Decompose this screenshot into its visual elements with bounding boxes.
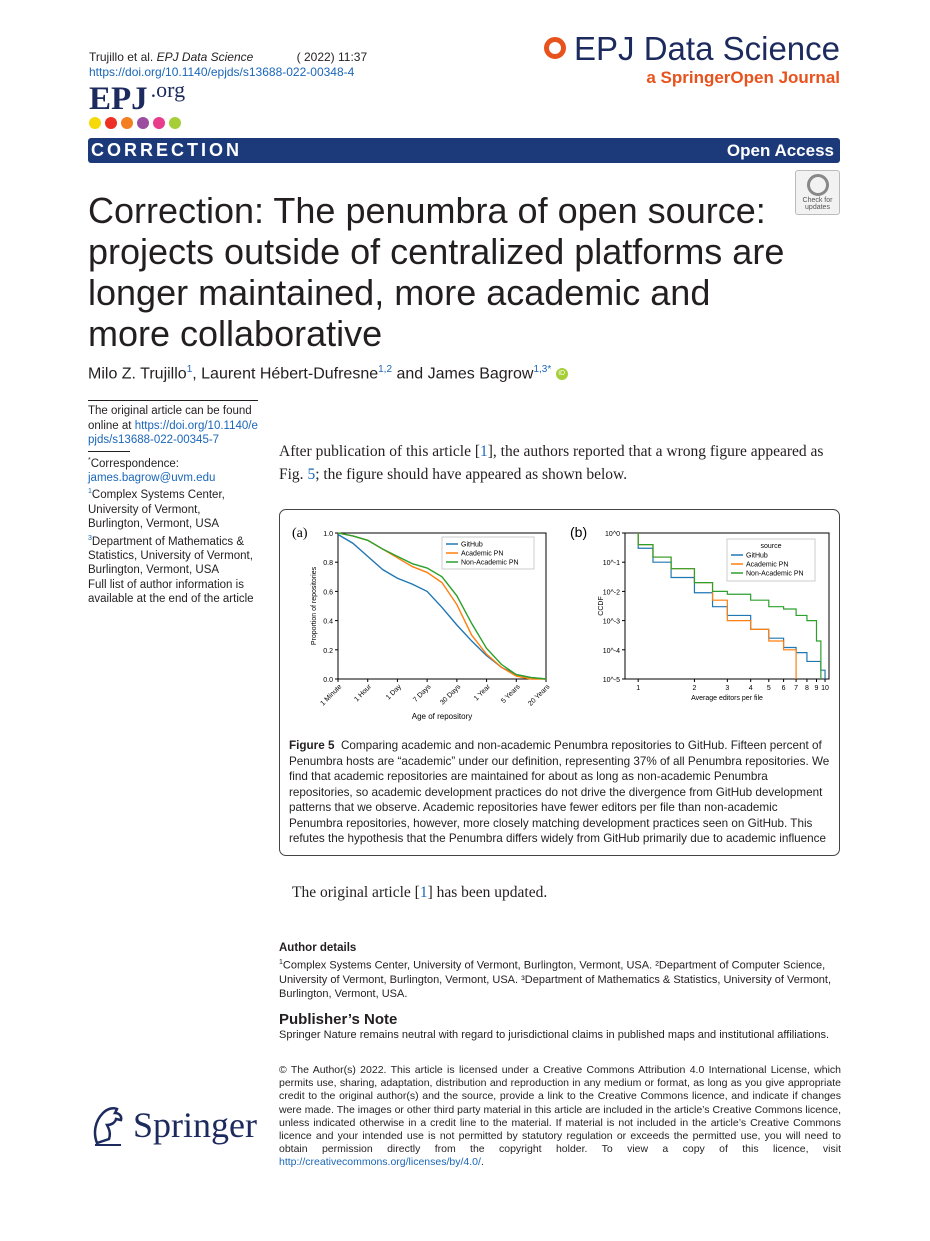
x-tick-label: 20 Years	[527, 683, 552, 708]
legend-label: Non-Academic PN	[461, 559, 519, 567]
author-details-text: Complex Systems Center, University of Vermont, Burlington, Vermont, USA. ²Department of Computer Science, University of Vermont, Burlington, Vermont, USA. ³Department of Mathematics & Statistics, University of Vermont, Burlington, Vermont, USA.	[279, 959, 832, 1001]
figure-caption	[289, 738, 834, 847]
y-tick-label: 0.0	[323, 677, 333, 684]
x-tick-label: 1 Year	[472, 683, 492, 703]
epj-logo[interactable]	[89, 77, 186, 119]
x-axis-label: Average editors per file	[691, 695, 763, 702]
x-tick-label: 6	[781, 685, 786, 692]
x-axis-label: Age of repository	[411, 712, 473, 721]
correspondence-label: Correspondence:	[90, 457, 179, 470]
author-3-affil[interactable]: 1,3*	[533, 364, 552, 375]
updated-text-2: ] has been updated.	[427, 884, 548, 901]
x-tick-label: 1 Minute	[319, 683, 344, 708]
citation-block	[89, 50, 367, 80]
x-tick-label: 9	[814, 685, 819, 692]
logo-dot	[105, 117, 117, 129]
x-tick-label: 5 Years	[500, 683, 522, 705]
y-axis-label: CCDF	[598, 596, 605, 616]
logo-dot	[169, 117, 181, 129]
epj-logo-text: EPJ	[89, 81, 148, 117]
original-article-text: The original article can be found online at	[88, 405, 252, 432]
publishers-note-heading: Publisher’s Note	[279, 1011, 398, 1028]
springer-logo[interactable]	[89, 1103, 257, 1147]
cite-authors: Trujillo et al.	[89, 50, 154, 64]
para-text-2: ], the authors reported that a wrong figure appeared as Fig.	[279, 443, 824, 483]
check-updates-label: Check for updates	[802, 197, 833, 211]
full-list-note: Full list of author information is available at the end of the article	[88, 578, 254, 606]
springer-wordmark: Springer	[133, 1105, 257, 1145]
affiliation-1: Complex Systems Center, University of Vermont, Burlington, Vermont, USA	[88, 489, 225, 531]
y-tick-label: 10^-1	[602, 560, 620, 568]
license-link[interactable]: http://creativecommons.org/licenses/by/4.0/	[279, 1156, 481, 1169]
author-2: Laurent Hébert-Dufresne	[201, 365, 379, 383]
y-tick-label: 10^-3	[602, 618, 620, 626]
author-1: Milo Z. Trujillo	[88, 365, 187, 383]
panel-a-label: (a)	[292, 526, 308, 541]
check-for-updates-button[interactable]	[795, 170, 840, 215]
sidebar-rule-short	[88, 451, 130, 452]
x-tick-label: 1	[636, 685, 641, 692]
y-tick-label: 0.8	[323, 560, 333, 568]
sidebar-rule	[88, 400, 258, 401]
legend-label: Academic PN	[461, 550, 504, 558]
author-details-heading: Author details	[279, 942, 357, 954]
y-tick-label: 0.6	[323, 589, 333, 597]
publishers-note-text: Springer Nature remains neutral with regard to jurisdictional claims in published maps and institutional affiliations.	[279, 1028, 830, 1041]
springeropen-icon	[544, 37, 566, 59]
logo-dot	[121, 117, 133, 129]
section-bar	[88, 138, 840, 163]
y-tick-label: 0.2	[323, 647, 333, 655]
bookmark-icon	[807, 174, 829, 196]
legend-label: GitHub	[746, 552, 768, 560]
caption-label: Figure 5	[289, 739, 335, 752]
updated-paragraph	[292, 884, 547, 902]
x-tick-label: 3	[725, 685, 730, 692]
author-list: Milo Z. Trujillo$^1$, Laurent Hébert-Dufresne$^{1,2}$ and James Bagrow$^{1,3*}$ iD	[88, 364, 568, 383]
open-access-label: Open Access	[726, 141, 834, 160]
y-tick-label: 10^-4	[602, 647, 620, 655]
author-3: and James Bagrow	[396, 365, 534, 383]
author-2-affil[interactable]: 1,2	[378, 364, 393, 375]
chart-b	[598, 531, 829, 702]
license-end: .	[480, 1156, 484, 1169]
x-tick-label: 8	[804, 685, 809, 692]
orcid-icon[interactable]: iD	[556, 368, 568, 380]
y-axis-label: Proportion of repositories	[311, 566, 318, 646]
caption-text: Comparing academic and non-academic Penumbra repositories to GitHub. Fifteen percent of Penumbra hosts are “academic” under our definition, representing 37% of all Penumbra repositories. We find that academic repositories are maintained for about as long as non-academic Penumbra repositories, so academic development practices do not drive the divergence from GitHub development patterns that we observe. Academic repositories have fewer editors per file than non-academic Penumbra repositories, however, more closely matching development practices seen on GitHub. This refutes the hypothesis that the Penumbra differs widely from GitHub primarily due to academic influence	[289, 739, 830, 845]
para-text-3: ; the figure should have appeared as shown below.	[315, 466, 628, 483]
affiliation-3: Department of Mathematics & Statistics, University of Vermont, Burlington, Vermont, USA	[88, 535, 253, 577]
legend-title: source	[760, 543, 782, 550]
author-1-affil[interactable]: 1	[186, 364, 193, 375]
legend-label: Academic PN	[746, 561, 789, 569]
journal-sub: a SpringerOpen Journal	[646, 68, 840, 87]
logo-dot	[137, 117, 149, 129]
figure-5-charts	[280, 515, 839, 737]
x-tick-label: 7 Days	[412, 683, 433, 704]
chart-a	[311, 531, 552, 721]
author-details: Author details $^1$Complex Systems Center, University of Vermont, Burlington, Vermont, USA. ²Department of Computer Science, University of Vermont, Burlington, Vermont, USA. ³Department of Mathematics & Statistics, University of Vermont, Burlington, Vermont, USA.	[279, 941, 841, 1002]
panel-b-label: (b)	[570, 524, 588, 540]
y-tick-label: 10^-5	[602, 677, 620, 684]
x-tick-label: 1 Day	[384, 683, 403, 702]
license-text	[279, 1064, 841, 1170]
legend-label: GitHub	[461, 541, 483, 549]
epj-logo-suffix: .org	[150, 77, 186, 102]
x-tick-label: 1 Hour	[353, 683, 374, 704]
x-tick-label: 10	[821, 685, 829, 692]
y-tick-label: 10^-2	[602, 589, 620, 597]
updated-text-1: The original article [	[292, 884, 420, 901]
ref-link-2[interactable]: 1	[419, 884, 428, 901]
y-tick-label: 0.4	[323, 618, 333, 626]
doi-link[interactable]: https://doi.org/10.1140/epjds/s13688-022-00348-4	[89, 65, 355, 79]
x-tick-label: 7	[794, 685, 799, 692]
correspondence-email[interactable]: james.bagrow@uvm.edu	[88, 471, 216, 484]
logo-dot	[153, 117, 165, 129]
springer-horse-icon	[89, 1103, 127, 1147]
cite-year: ( 2022) 11:37	[296, 50, 368, 64]
ref-link-1[interactable]: 1	[480, 443, 488, 460]
publishers-note	[279, 1013, 841, 1042]
journal-brand[interactable]	[544, 30, 840, 88]
original-article-link[interactable]: https://doi.org/10.1140/epjds/s13688-022-00345-7	[88, 419, 258, 446]
x-tick-label: 2	[692, 685, 697, 692]
x-tick-label: 5	[766, 685, 771, 692]
license-body: © The Author(s) 2022. This article is licensed under a Creative Commons Attribution 4.0 International License, which permits use, sharing, adaptation, distribution and reproduction in any medium or format, as long as you give appropriate credit to the original author(s) and the source, provide a link to the Creative Commons licence, and indicate if changes were made. The images or other third party material in this article are included in the article’s Creative Commons licence, unless indicated otherwise in a credit line to the material. If material is not included in the article’s Creative Commons licence and your intended use is not permitted by statutory regulation or exceeds the permitted use, you will need to obtain permission directly from the copyright holder. To view a copy of this licence, visit	[279, 1064, 841, 1156]
x-tick-label: 4	[748, 685, 753, 692]
x-tick-label: 30 Days	[439, 683, 463, 707]
y-tick-label: 10^0	[605, 531, 620, 538]
figure-link[interactable]: 5	[307, 466, 316, 483]
sidebar-notes: The original article can be found online at https://doi.org/10.1140/epjds/s13688-022-00345-7 *Correspondence: james.bagrow@uvm.edu $^1$Complex Systems Center, University of Vermont, Burlington, Vermont, USA $^3$Department of Mathematics & Statistics, University of Vermont, Burlington, Vermont, USA Full list of author information is available at the end of the article	[88, 400, 258, 607]
logo-dot	[89, 117, 101, 129]
cite-journal: EPJ Data Science	[156, 50, 254, 64]
epj-logo-dots	[89, 117, 181, 129]
correction-paragraph	[279, 440, 842, 486]
journal-name: EPJ Data Science	[574, 30, 840, 67]
para-text-1: After publication of this article [	[279, 443, 481, 460]
section-label: CORRECTION	[91, 140, 242, 160]
article-title: Correction: The penumbra of open source: projects outside of centralized platforms are longer maintained, more academic and more collaborative	[88, 190, 785, 354]
legend-label: Non-Academic PN	[746, 570, 804, 578]
y-tick-label: 1.0	[323, 531, 333, 538]
